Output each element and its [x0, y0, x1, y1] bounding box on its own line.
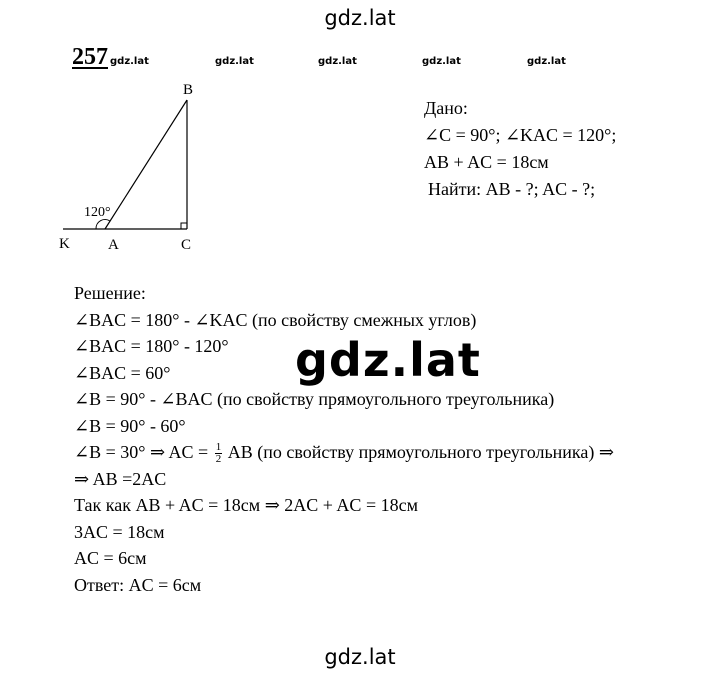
- small-watermark: gdz.lat: [215, 56, 254, 67]
- footer-watermark: gdz.lat: [324, 645, 396, 669]
- label-angle: 120°: [84, 205, 111, 220]
- solution-line: ∠B = 90° - 60°: [74, 415, 186, 436]
- solution-line: [74, 439, 614, 466]
- given-block: [424, 95, 616, 203]
- solution-title: Решение:: [74, 283, 146, 303]
- solution-line: ⇒ AB =2AC: [74, 468, 167, 489]
- triangle-figure: [55, 78, 215, 268]
- solution-text: AB (по свойству прямоугольного треугольника) ⇒: [227, 442, 614, 462]
- solution-text: ∠B = 30° ⇒ AC =: [74, 442, 209, 462]
- small-watermark: gdz.lat: [527, 56, 566, 67]
- label-a: A: [108, 237, 119, 253]
- problem-number: 257: [72, 44, 108, 70]
- solution-line: ∠BAC = 180° - 120°: [74, 336, 229, 356]
- label-k: K: [59, 236, 70, 252]
- small-watermark: gdz.lat: [318, 56, 357, 67]
- given-title: Дано:: [424, 98, 468, 118]
- given-line: ∠C = 90°; ∠KAC = 120°;: [424, 125, 617, 145]
- solution-line: ∠BAC = 180° - ∠KAC (по свойству смежных углов): [74, 309, 477, 330]
- header-watermark: gdz.lat: [324, 6, 396, 30]
- fraction-denominator: 2: [215, 453, 222, 466]
- solution-line: AC = 6см: [74, 548, 147, 568]
- solution-line: ∠B = 90° - ∠BAC (по свойству прямоугольного треугольника): [74, 389, 555, 409]
- given-find: Найти: AB - ?; AC - ?;: [428, 179, 596, 199]
- solution-line: 3AC = 18см: [74, 521, 165, 542]
- center-watermark: gdz.lat: [295, 333, 481, 387]
- fraction: [215, 442, 223, 465]
- side-ab: [105, 100, 187, 229]
- answer-line: Ответ: AC = 6см: [74, 574, 202, 595]
- small-watermark: gdz.lat: [110, 56, 149, 67]
- small-watermark: gdz.lat: [422, 56, 461, 67]
- solution-line: ∠BAC = 60°: [74, 362, 171, 383]
- label-c: C: [181, 237, 192, 253]
- solution-line: Так как AB + AC = 18см ⇒ 2AC + AC = 18см: [74, 495, 418, 515]
- right-angle-mark: [181, 223, 187, 229]
- fraction-numerator: 1: [215, 441, 222, 454]
- label-b: B: [183, 82, 194, 98]
- solution-block: [74, 280, 614, 598]
- given-line: AB + AC = 18см: [424, 152, 549, 172]
